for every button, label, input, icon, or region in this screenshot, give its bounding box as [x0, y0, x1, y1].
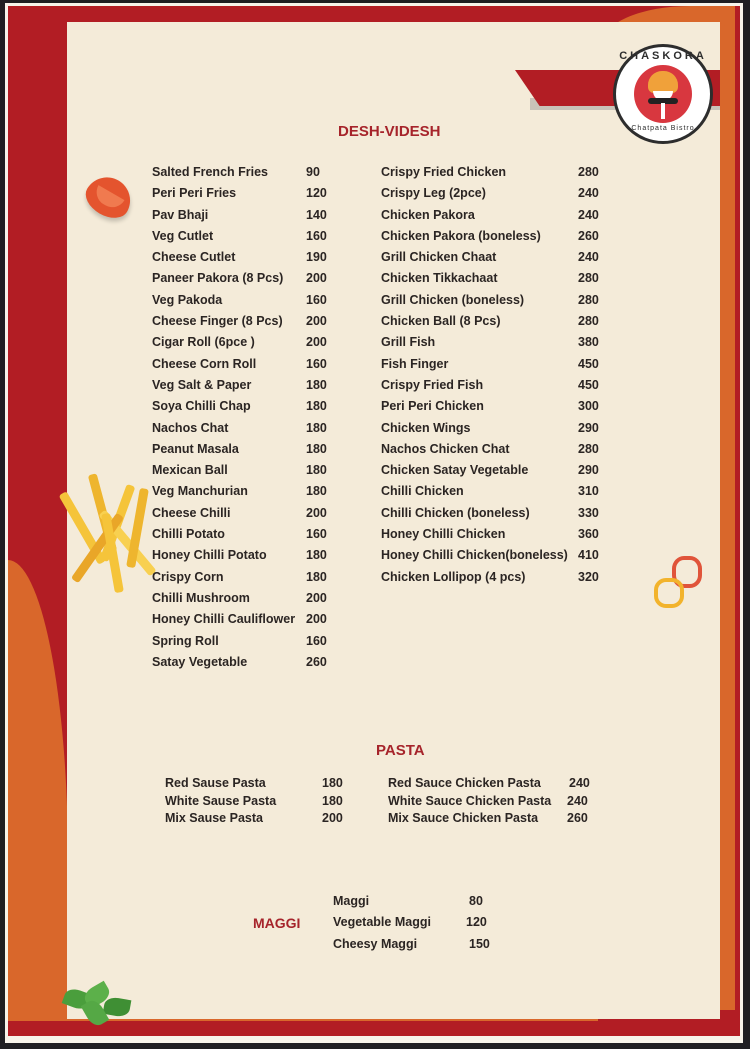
- tomato-flesh: [92, 185, 125, 212]
- menu-item-price: 180: [306, 377, 327, 392]
- section-title-desh-videsh: DESH-VIDESH: [338, 123, 441, 140]
- menu-item: [381, 442, 606, 463]
- menu-item-name: Honey Chilli Potato: [152, 548, 267, 563]
- menu-item-price: 120: [466, 915, 487, 930]
- menu-item-price: 280: [578, 314, 599, 329]
- menu-item-name: Veg Cutlet: [152, 228, 214, 243]
- menu-item-name: Nachos Chat: [152, 420, 229, 435]
- menu-item-name: Cheesy Maggi: [333, 936, 418, 951]
- menu-item-price: 280: [578, 165, 599, 179]
- menu-item-name: Chicken Lollipop (4 pcs): [381, 569, 526, 584]
- menu-item-name: Maggi: [333, 894, 370, 908]
- menu-item-name: Honey Chilli Cauliflower: [152, 612, 296, 627]
- menu-item-name: Cigar Roll (6pce ): [152, 335, 255, 350]
- menu-item-price: 450: [578, 377, 599, 392]
- menu-item-price: 140: [306, 207, 327, 222]
- menu-item: [152, 250, 332, 271]
- menu-item-price: 280: [578, 292, 599, 307]
- menu-item: [152, 570, 332, 591]
- menu-item-name: White Sause Pasta: [165, 793, 277, 808]
- menu-item-price: 240: [578, 207, 599, 222]
- menu-item: [381, 399, 606, 420]
- menu-item-price: 260: [567, 811, 588, 825]
- menu-item: [152, 165, 332, 186]
- menu-item: [381, 463, 606, 484]
- menu-item: [152, 442, 332, 463]
- menu-item-name: Chilli Potato: [152, 527, 225, 542]
- brand-name: CHASKORA: [619, 50, 707, 62]
- menu-item-price: 200: [306, 271, 327, 286]
- menu-item-name: Veg Salt & Paper: [152, 377, 252, 392]
- menu-item: [152, 314, 332, 335]
- menu-item-price: 160: [306, 527, 327, 542]
- menu-item: [381, 186, 606, 207]
- mint-leaves-icon: [64, 986, 136, 1024]
- pasta-nonveg-list: [388, 776, 598, 829]
- menu-item-name: Peanut Masala: [152, 441, 239, 456]
- menu-item-price: 300: [578, 399, 599, 414]
- menu-item-name: Nachos Chicken Chat: [381, 441, 510, 456]
- menu-item-name: Honey Chilli Chicken(boneless): [381, 548, 568, 563]
- menu-item-name: Crispy Leg (2pce): [381, 186, 486, 201]
- menu-item: [152, 484, 332, 505]
- menu-item-name: Vegetable Maggi: [333, 915, 431, 930]
- menu-item: [165, 811, 350, 829]
- menu-item: [152, 527, 332, 548]
- menu-item-price: 200: [322, 811, 343, 825]
- menu-item: [165, 776, 350, 794]
- menu-item-name: Chicken Pakora (boneless): [381, 228, 541, 243]
- menu-item-name: Fish Finger: [381, 356, 449, 371]
- menu-item: [381, 484, 606, 505]
- french-fries-icon: [68, 468, 158, 598]
- menu-item: [381, 250, 606, 271]
- bell-pepper-rings-icon: [652, 556, 708, 612]
- turban-icon: [648, 71, 678, 93]
- menu-item-price: 150: [469, 936, 490, 951]
- menu-item-name: Veg Pakoda: [152, 292, 223, 307]
- menu-item-price: 280: [578, 441, 599, 456]
- menu-item-price: 290: [578, 420, 599, 435]
- menu-item-price: 240: [578, 186, 599, 201]
- menu-item: [152, 208, 332, 229]
- menu-item-name: Red Sause Pasta: [165, 776, 266, 790]
- menu-item-price: 290: [578, 463, 599, 478]
- menu-item: [388, 811, 598, 829]
- menu-item: [333, 915, 498, 936]
- menu-item: [381, 271, 606, 292]
- menu-item: [381, 357, 606, 378]
- menu-item: [152, 357, 332, 378]
- menu-item-name: Veg Manchurian: [152, 484, 248, 499]
- menu-item-price: 90: [306, 165, 320, 179]
- menu-item-price: 240: [569, 776, 590, 790]
- menu-item-price: 330: [578, 505, 599, 520]
- menu-item-name: Soya Chilli Chap: [152, 399, 251, 414]
- menu-item-name: Peri Peri Fries: [152, 186, 237, 201]
- menu-item-price: 160: [306, 633, 327, 648]
- menu-item: [381, 506, 606, 527]
- menu-item-name: Honey Chilli Chicken: [381, 527, 506, 542]
- menu-item-name: Cheese Corn Roll: [152, 356, 257, 371]
- menu-item-name: Chicken Tikkachaat: [381, 271, 498, 286]
- menu-item: [381, 229, 606, 250]
- menu-item-price: 200: [306, 612, 327, 627]
- menu-item: [381, 335, 606, 356]
- menu-item-name: Peri Peri Chicken: [381, 399, 484, 414]
- menu-item-name: Chilli Chicken: [381, 484, 464, 499]
- menu-item: [381, 378, 606, 399]
- menu-item-name: Mix Sauce Chicken Pasta: [388, 811, 539, 825]
- yellow-pepper-ring: [654, 578, 684, 608]
- menu-item-price: 260: [578, 228, 599, 243]
- menu-item: [165, 794, 350, 812]
- menu-item-name: Pav Bhaji: [152, 207, 209, 222]
- menu-item-name: Mix Sause Pasta: [165, 811, 263, 825]
- menu-item-price: 200: [306, 314, 327, 329]
- menu-item-price: 200: [306, 335, 327, 350]
- menu-item-name: Satay Vegetable: [152, 654, 248, 669]
- menu-item-name: Chicken Satay Vegetable: [381, 463, 529, 478]
- menu-item-name: Salted French Fries: [152, 165, 269, 179]
- menu-item-name: Chicken Ball (8 Pcs): [381, 314, 501, 329]
- menu-item-price: 180: [306, 484, 327, 499]
- menu-item-name: Chilli Mushroom: [152, 590, 250, 605]
- menu-item: [152, 591, 332, 612]
- menu-item-name: Grill Fish: [381, 335, 436, 350]
- menu-item: [152, 293, 332, 314]
- menu-item-name: White Sauce Chicken Pasta: [388, 793, 552, 808]
- veg-items-list: [152, 165, 332, 676]
- menu-item-name: Spring Roll: [152, 633, 219, 648]
- spoon-icon: [661, 103, 665, 119]
- menu-item: [152, 271, 332, 292]
- menu-item-price: 190: [306, 250, 327, 265]
- menu-item-name: Grill Chicken Chaat: [381, 250, 497, 265]
- menu-item-price: 310: [578, 484, 599, 499]
- menu-item-name: Crispy Fried Chicken: [381, 165, 507, 179]
- menu-item: [152, 378, 332, 399]
- menu-item-price: 200: [306, 505, 327, 520]
- menu-item-name: Crispy Fried Fish: [381, 377, 484, 392]
- menu-item: [152, 506, 332, 527]
- menu-item-price: 380: [578, 335, 599, 350]
- menu-item-name: Cheese Finger (8 Pcs): [152, 314, 283, 329]
- menu-item-price: 180: [322, 776, 343, 790]
- menu-item-price: 200: [306, 590, 327, 605]
- menu-item: [381, 165, 606, 186]
- menu-item-price: 80: [469, 894, 483, 908]
- menu-item-price: 120: [306, 186, 327, 201]
- menu-item: [381, 548, 606, 569]
- menu-item: [152, 186, 332, 207]
- brand-logo: [613, 44, 713, 144]
- chef-icon: [634, 65, 692, 123]
- menu-item-price: 180: [306, 441, 327, 456]
- maggi-list: [333, 894, 498, 958]
- section-title-pasta: PASTA: [376, 742, 425, 759]
- menu-item-price: 160: [306, 292, 327, 307]
- brand-tagline: Chatpata Bistro: [631, 125, 695, 132]
- menu-item: [381, 293, 606, 314]
- menu-item-price: 180: [306, 463, 327, 478]
- menu-item-price: 240: [578, 250, 599, 265]
- menu-item: [381, 421, 606, 442]
- menu-item: [152, 421, 332, 442]
- menu-item-name: Cheese Cutlet: [152, 250, 236, 265]
- section-title-maggi: MAGGI: [253, 915, 301, 931]
- menu-item-price: 360: [578, 527, 599, 542]
- menu-item: [152, 612, 332, 633]
- menu-item-name: Paneer Pakora (8 Pcs): [152, 271, 284, 286]
- menu-item-name: Chicken Pakora: [381, 207, 475, 222]
- menu-item-price: 180: [306, 420, 327, 435]
- pasta-veg-list: [165, 776, 350, 829]
- menu-item: [381, 208, 606, 229]
- menu-item: [152, 655, 332, 676]
- menu-item-name: Grill Chicken (boneless): [381, 292, 525, 307]
- menu-item-price: 180: [306, 399, 327, 414]
- menu-item-price: 260: [306, 654, 327, 669]
- menu-item: [381, 527, 606, 548]
- menu-item: [333, 894, 498, 915]
- menu-item: [381, 314, 606, 335]
- menu-item: [333, 937, 498, 958]
- menu-item: [388, 776, 598, 794]
- menu-item: [152, 399, 332, 420]
- menu-item-name: Chilli Chicken (boneless): [381, 505, 530, 520]
- nonveg-items-list: [381, 165, 606, 591]
- menu-item-price: 160: [306, 356, 327, 371]
- menu-item-price: 240: [567, 793, 588, 808]
- menu-item-name: Crispy Corn: [152, 569, 224, 584]
- menu-item-name: Chicken Wings: [381, 420, 471, 435]
- menu-item-price: 280: [578, 271, 599, 286]
- menu-item: [152, 634, 332, 655]
- menu-item-price: 180: [322, 793, 343, 808]
- menu-item: [381, 570, 606, 591]
- menu-item: [388, 794, 598, 812]
- menu-item-price: 410: [578, 548, 599, 563]
- menu-item-price: 180: [306, 569, 327, 584]
- menu-item: [152, 229, 332, 250]
- menu-item: [152, 335, 332, 356]
- menu-item-name: Mexican Ball: [152, 463, 228, 478]
- menu-item-name: Red Sauce Chicken Pasta: [388, 776, 541, 790]
- menu-item-price: 450: [578, 356, 599, 371]
- menu-item-name: Cheese Chilli: [152, 505, 231, 520]
- menu-item-price: 160: [306, 228, 327, 243]
- menu-item-price: 320: [578, 569, 599, 584]
- menu-item-price: 180: [306, 548, 327, 563]
- menu-item: [152, 548, 332, 569]
- menu-item: [152, 463, 332, 484]
